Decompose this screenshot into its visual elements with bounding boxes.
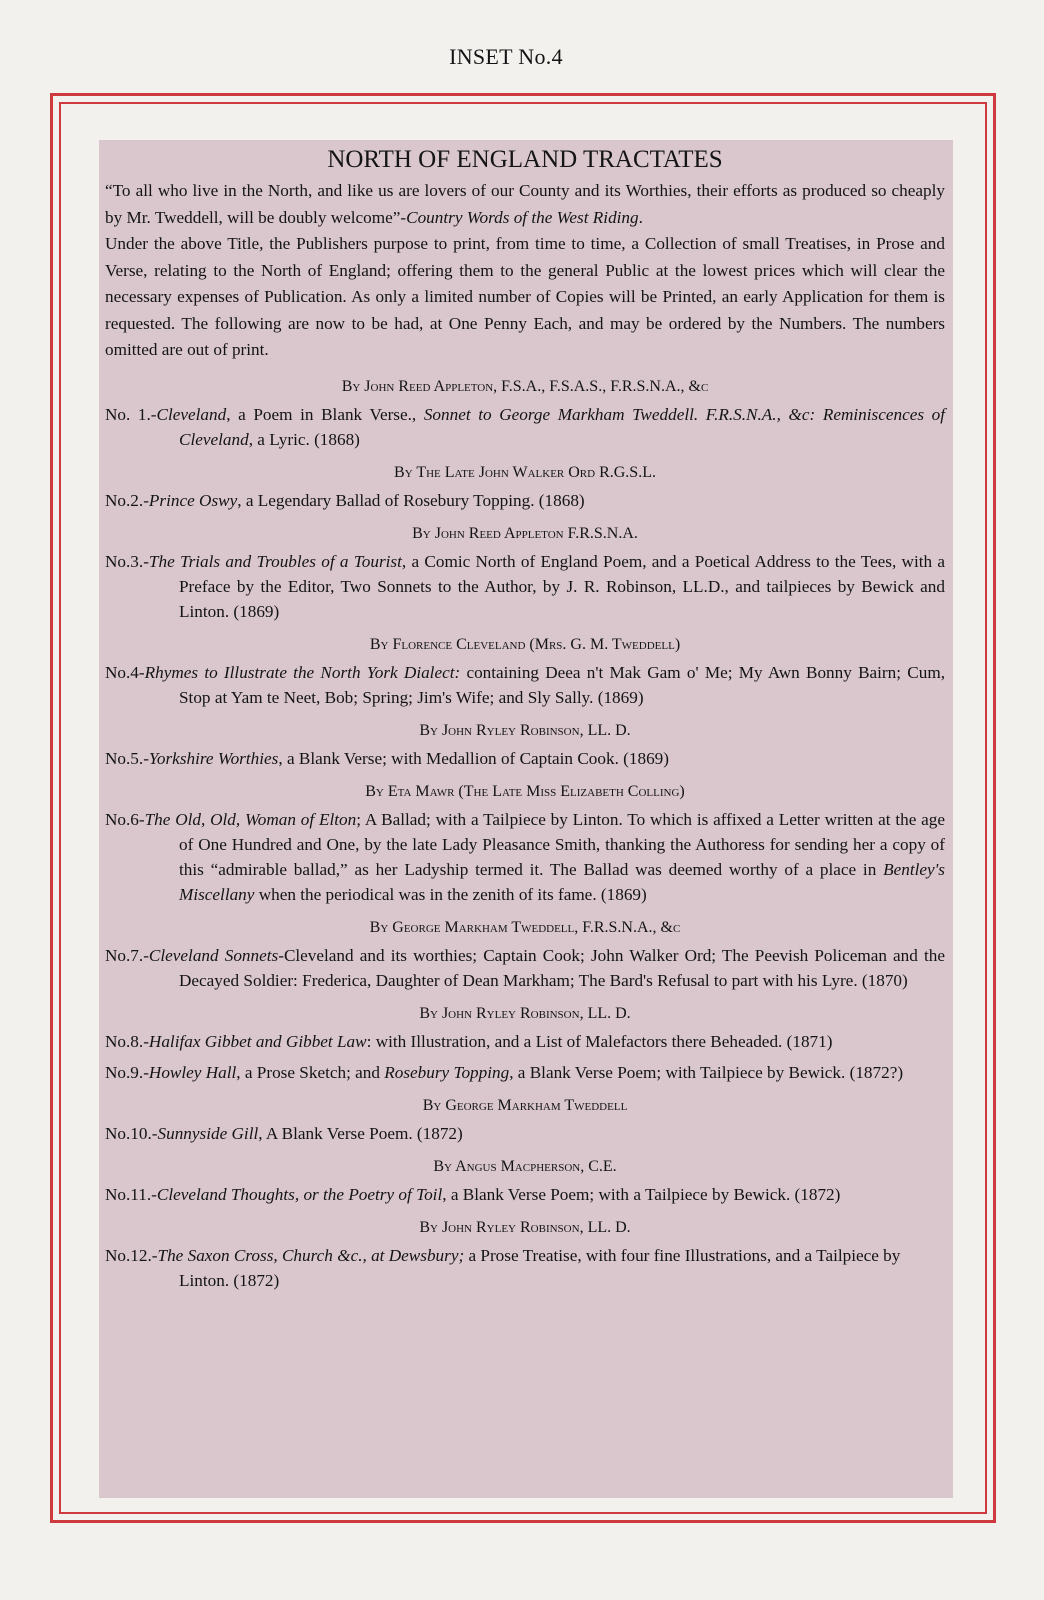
- tractate-entry-2: No.2.-Prince Oswy, a Legendary Ballad of Rosebury Topping. (1868): [105, 490, 585, 510]
- byline: By John Reed Appleton, F.S.A., F.S.A.S., F.R.S.N.A., &c: [341, 377, 709, 395]
- tractate-entry-3: No.3.-The Trials and Troubles of a Tourist, a Comic North of England Poem, and a Poetical Address to the Tees, with a Preface by the Editor, Two Sonnets to the Author, by J. R. Robinson, LL.D., and tailpieces by Bewick and Linton. (1869): [105, 551, 945, 621]
- tractate-entry-9: No.9.-Howley Hall, a Prose Sketch; and Rosebury Topping, a Blank Verse Poem; with Tailpiece by Bewick. (1872?): [105, 1062, 904, 1082]
- quote-paragraph: [105, 178, 945, 231]
- tractate-entry-7: No.7.-Cleveland Sonnets-Cleveland and its worthies; Captain Cook; John Walker Ord; The Peevish Policeman and the Decayed Soldier: Frederica, Daughter of Dean Markham; The Bard's Refusal to part with his Lyre. (1870): [105, 945, 945, 990]
- quote-end: .: [638, 207, 643, 227]
- quote-text: “To all who live in the North, and like us are lovers of our County and its Worthies, their efforts as produced so cheaply by Mr. Tweddell, will be doubly welcome”-: [105, 181, 945, 227]
- byline: By John Ryley Robinson, LL. D.: [419, 1004, 631, 1022]
- byline: By John Ryley Robinson, LL. D.: [419, 721, 631, 739]
- tractate-entry-6: No.6-The Old, Old, Woman of Elton; A Ballad; with a Tailpiece by Linton. To which is affixed a Letter written at the age of One Hundred and One, by the late Lady Pleasance Smith, thanking the Authoress for sending her a copy of this “admirable ballad,” as her Ladyship termed it. The Ballad was deemed worthy of a place in Bentley's Miscellany when the periodical was in the zenith of its fame. (1869): [105, 809, 945, 904]
- tractate-entry-8: No.8.-Halifax Gibbet and Gibbet Law: with Illustration, and a List of Malefactors there Beheaded. (1871): [105, 1031, 833, 1051]
- byline: By The Late John Walker Ord R.G.S.L.: [394, 463, 656, 481]
- byline: By Florence Cleveland (Mrs. G. M. Tweddell): [369, 635, 681, 653]
- tractate-entry-10: No.10.-Sunnyside Gill, A Blank Verse Poem. (1872): [105, 1123, 463, 1143]
- tractate-entry-12: No.12.-The Saxon Cross, Church &c., at Dewsbury; a Prose Treatise, with four fine Illustrations, and a Tailpiece by Linton. (1872): [105, 1245, 901, 1290]
- inset-title: INSET No.4: [449, 44, 563, 69]
- tractate-entry-5: No.5.-Yorkshire Worthies, a Blank Verse; with Medallion of Captain Cook. (1869): [105, 748, 669, 768]
- byline: By Eta Mawr (The Late Miss Elizabeth Colling): [365, 782, 685, 800]
- byline: By John Ryley Robinson, LL. D.: [419, 1218, 631, 1236]
- byline: By George Markham Tweddell: [422, 1096, 628, 1114]
- byline: By Angus Macpherson, C.E.: [433, 1157, 617, 1175]
- quote-source: Country Words of the West Riding: [406, 207, 639, 227]
- byline: By John Reed Appleton F.R.S.N.A.: [412, 524, 638, 542]
- tractates-heading: NORTH OF ENGLAND TRACTATES: [327, 146, 723, 173]
- tractate-entry-4: No.4-Rhymes to Illustrate the North York Dialect: containing Deea n't Mak Gam o' Me; My Awn Bonny Bairn; Cum, Stop at Yam te Neet, Bob; Spring; Jim's Wife; and Sly Sally. (1869): [105, 662, 945, 707]
- tractates-panel: [99, 140, 953, 1498]
- byline: By George Markham Tweddell, F.R.S.N.A., &c: [369, 918, 681, 936]
- intro-paragraph: Under the above Title, the Publishers purpose to print, from time to time, a Collection of small Treatises, in Prose and Verse, relating to the North of England; offering them to the general Public at the lowest prices which will clear the necessary expenses of Publication. As only a limited number of Copies will be Printed, an early Application for them is requested. The following are now to be had, at One Penny Each, and may be ordered by the Numbers. The numbers omitted are out of print.: [105, 234, 945, 359]
- tractate-entry-11: No.11.-Cleveland Thoughts, or the Poetry of Toil, a Blank Verse Poem; with a Tailpiece by Bewick. (1872): [105, 1184, 841, 1204]
- tractate-entry-1: No. 1.-Cleveland, a Poem in Blank Verse., Sonnet to George Markham Tweddell. F.R.S.N.A., &c: Reminiscences of Cleveland, a Lyric. (1868): [105, 404, 945, 449]
